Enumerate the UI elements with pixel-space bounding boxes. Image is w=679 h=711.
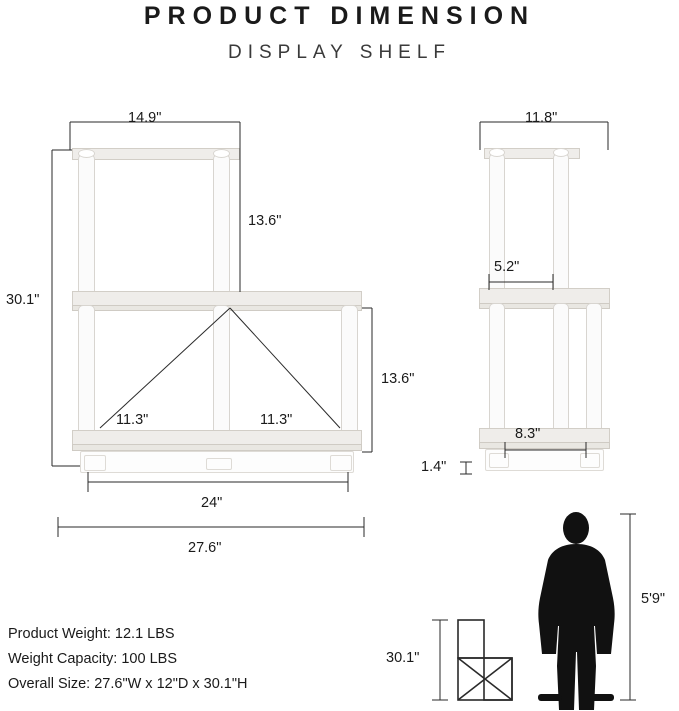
side-bottom-shelf-edge: [479, 442, 610, 449]
front-upper-right-post-cap: [213, 149, 230, 158]
front-lower-right-post: [341, 305, 358, 437]
side-lower-depth-label: 8.3": [515, 426, 541, 442]
spec-list: [8, 622, 247, 697]
front-upper-height-label: 13.6": [248, 213, 282, 229]
front-lower-height-label: 13.6": [381, 371, 415, 387]
front-bottom-shelf-edge: [72, 444, 362, 451]
front-lower-mid-post: [213, 305, 230, 437]
page-subtitle: DISPLAY SHELF: [227, 42, 452, 63]
front-base-center-foot: [206, 458, 232, 470]
front-upper-left-post-cap: [78, 149, 95, 158]
side-shelf-depth-label: 5.2": [494, 259, 520, 275]
page-title: PRODUCT DIMENSION: [143, 2, 536, 30]
scale-person-height-label: 5'9": [641, 591, 666, 607]
front-upper-left-post: [78, 154, 95, 302]
front-mid-width-label: 24": [201, 495, 223, 511]
side-base-height-label: 1.4": [421, 459, 447, 475]
person-silhouette: [538, 512, 615, 710]
side-top-width-label: 11.8": [525, 110, 558, 126]
front-overall-width-label: 27.6": [188, 540, 222, 556]
front-lower-left-post: [78, 305, 95, 437]
side-lower-mid-post: [553, 303, 569, 433]
front-base-right-foot: [330, 455, 352, 471]
scale-shelf-height-label: 30.1": [386, 650, 420, 666]
spec-overall-size: Overall Size: 27.6"W x 12"D x 30.1"H: [8, 676, 248, 692]
front-base-left-foot: [84, 455, 106, 471]
front-upper-right-post: [213, 154, 230, 302]
side-base-right-foot: [580, 453, 600, 468]
spec-weight-capacity: Weight Capacity: 100 LBS: [8, 651, 177, 667]
side-base-left-foot: [489, 453, 509, 468]
side-top-left-post-cap: [489, 148, 505, 157]
front-diagonal-left-label: 11.3": [116, 412, 149, 428]
spec-product-weight: Product Weight: 12.1 LBS: [8, 626, 175, 642]
side-lower-right-post: [586, 303, 602, 433]
front-overall-height-label: 30.1": [6, 292, 40, 308]
scale-mini-shelf: [458, 620, 512, 700]
side-top-right-post: [553, 153, 569, 295]
side-lower-left-post: [489, 303, 505, 433]
front-diagonal-right-label: 11.3": [260, 412, 293, 428]
side-top-right-post-cap: [553, 148, 569, 157]
front-top-width-label: 14.9": [128, 110, 162, 126]
